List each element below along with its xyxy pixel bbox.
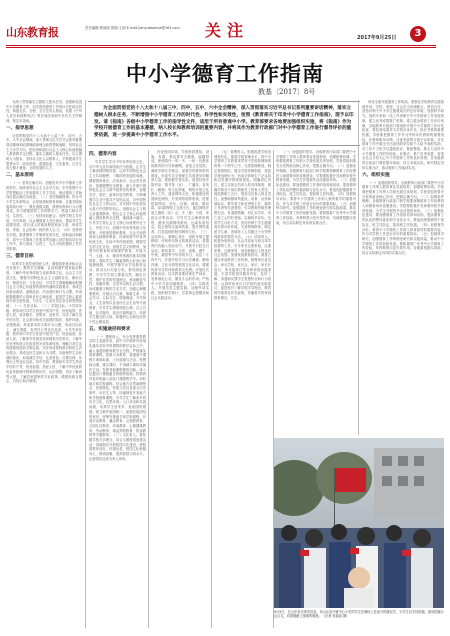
article-summary: 为全面贯彻党的十八大和十八届三中、四中、五中、六中全会精神，深入贯彻落实习近平总书记系列重要讲话精神，落实立德树人根本任务，不断增强中小学德育工作的时代性、科学性和实效性，按照《教育部关于印发中小学德育工作指南》，现予以印发。请《指南》各级中小学德育工作的指导性文件，适用于所有普通中小学。教育部要求各地要加强组织实施，将《指南》作为学校开展德育工作的基本遵循，纳入校长和教师培训的重要内容，并将其作为教育行政部门对中小学德育工作进行督导评价的重要依据，进一步提高中小学德育工作水平。 (88, 101, 360, 146)
text-column-1 (6, 100, 82, 628)
editor-info: 责任编辑:郭丽清 排版:王丽 E-mail:jianyubaohua@163.com (85, 26, 180, 30)
guiding-thought-paragraph: 全面贯彻党的十八大和十八届三中、四中、五中、六中全会精神，深入贯彻习近平总书记系列重要讲话精神和治国理政新理念新思想新战略，坚持社会主义办学方向，把培育和践行社会主义核心价值观融入教育教学全过程，落实立德树人根本任务，以立德树人为根本，坚持以文化人以德育人，不断提高学生思想水平、政治觉悟、道德品质、文化素养，让学生成为德才兼备、全面发展的人才。 (6, 133, 82, 171)
document-number: 教基〔2017〕8号 (258, 88, 316, 96)
flag-ceremony-photo (274, 438, 444, 608)
management-paragraph: （五）管理育人。积极推进学校治理现代化，提高学校管理水平，将中小学德育工作的要求贯穿于学校管理制度的每一个细节之中。完善管理制度。制定校规校纪，健全学校管理制度，规范学校治理行为，形成全体师生广泛认同和自觉遵守的制度规范。明确岗位责任。建立实现全员育人的具体制度，明确学校各个岗位教职员工的育人责任，规范教职工言行，提高全员育人的自觉性。加强师德师风建设。培育、宣传师德标兵、教学骨干和优秀班主任、德育工作者等先进典型，引导教师争做有理想信念、有道德情操、有扎实学识、有仁爱之心的好老师。实施科学评价。完善学生评价方式，营造有利于学生健康成长的评价环境。关爱特殊群体。制定留守儿童、进城务工人员随迁子女等特殊群体的帮扶办法。（六）协同育人。积极争取家庭、社会共同参与和支持学校德育工作，引导家长注重家庭、注重家教、注重家风，营造积极向上的良好社会氛围。加强家庭教育指导。要建立健全家庭教育工作机制，统筹家长委员会、家长学校、家长会、家访、家长开放日、家长接待日等各种家校沟通渠道，丰富学校指导服务内容，及时了解、沟通和反馈学生思想状况和行为表现，认真听取家长对学校的意见和建议，促进家长了解学校办学理念、教育教学改革及有关政策，传播科学的家庭教育理念、方法。 (214, 150, 271, 300)
methods-paragraph: （一）课程育人。充分发挥课堂教学的主渠道作用，将中小学德育内容细化落实到各学科课程的教学目标之中，融入渗透到教育教学全过程。严格落实德育课程。按照义务教育、普通高中课程方案和标准，上好道德与法治、思想政治课，落实课时，不得减少课时或挪作它用。发挥其他课程德育功能，深入挖掘各门课程蕴含的德育资源，将德育内容有机融入到各门课程教学中。用好地方和学校课程。结合地方自然地理特点、民族特色、传统文化以及重大历史事件、历史名人等，因地制宜开发地方和学校德育课程，引导学生了解家乡的历史文化、自然环境、人口状况和发展成就，培养学生爱家乡、爱祖国的感情，树立维护祖国统一、加强民族团结的意识。统筹安排地方和学校课程，开展法治教育、廉洁教育、反邪教教育、文明礼仪教育、环境教育、心理健康教育、劳动教育、毒品预防教育、影视教育等专题教育。（二）文化育人。要依据学校办学理念，结合文明校园创建活动，因地制宜开展校园文化建设，使校园秩序良好、环境优美，校园文化积极向上、格调高雅，提高校园文明水平，让校园处处成为育人场所。 (89, 334, 146, 461)
photo-caption: 9月5日，在山东省日照市莒县，岚山区高兴镇中心小学的学生在操场上参加升国旗仪式，小学生们手持国旗，面向国旗行注目礼，向国旗献上深深的敬意。（记者 郭丽清 摄） (274, 610, 444, 619)
text-column-4 (214, 150, 271, 628)
principles-paragraph: （一）坚持正确方向。加强党对中小学德育工作的领导，始终坚持社会主义办学方向，牢牢把握中小学思想政治工作和德育工作主导权，保证德育工作始终沿着正确方向前进。（二）坚持遵循规律。符合中小学生年龄特点、认知规律和教育规律，注重学段衔接和知行统一，强化道德实践、情感培育和行为习惯养成，努力增强德育工作的吸引力、感染力和针对性、实效性。（三）坚持协同配合。发挥学校主导作用，引导家庭、社会增强育人责任意识，提高对学生道德发展、成长成人的重视程度和参与度，形成学校、家庭、社会协调一致的育人合力。（四）坚持常态开展。推进德育工作制度化常态化，创新途径和载体，将中小学德育工作要求贯穿融入到学校各项日常工作中，努力形成一以贯之、久久为功的德育工作长效机制。 (6, 181, 82, 251)
right-column-paragraph: 形成全面开展德育工作格局。要强化学校教育实践基地作用，学校、家庭、社会应当协调配合，密切合作，营造有利于中小学生健康成长的良好环境。加强科学研究。组织专家和一线工作者研究中小学德育工作发展规律，建立优秀成果推广机制。建立健全德育工作评价机制，各地教育行政部门要组织开展中小学德育工作评估检查，将检查结果作为学校评优评先、校长考核的重要依据。学校要把德育工作作为考核评价教师的重要指标，在教师职务评聘、评优奖励等方面予以体现。对在德育工作中做出突出成绩的单位和个人给予表彰奖励，对工作不力的予以通报批评，督促整改。要大力宣传中小学德育工作的好经验、好做法，推广优秀成果，营造全社会共同关心中小学德育工作的良好氛围。各省级教育行政部门要依据本指南，结合本地实际，研究制定具体实施办法，推动德育工作落到实处。 (362, 100, 444, 170)
column-divider (85, 100, 86, 628)
column-divider (358, 100, 359, 435)
text-column-5 (276, 150, 356, 435)
text-column-3 (151, 150, 209, 628)
heading-content: 四、德育内容 (89, 152, 117, 157)
heading-goals: 三、德育目标 (6, 253, 34, 259)
heading-guiding-thought: 一、指导思想 (6, 125, 34, 131)
news-photo (274, 438, 444, 608)
column-divider (148, 150, 149, 628)
newspaper-logo: 山东教育报 (6, 26, 59, 39)
implementation-paragraph: （一）加强组织领导。各级教育行政部门要把中小学德育工作纳入教育事业发展规划，加强统筹协调。学校要把德育工作纳入学校发展总体规划，学校党组织要充分发挥政治核心作用，把握正确方向。（二）加强条件保障。各级教育行政部门和学校要保障德育工作经费投入和德育场所设施建设。学校要积极开发和利用校外教育资源，为学生开展校外活动提供场所。（三）加强队伍建设。要加强德育工作者的培养和培训，提高德育工作队伍的整体素质和专业化水平。要选优配强德育干部队伍、班主任队伍，提高班主任待遇。（四）加强督导评价。要将中小学德育工作纳入教育督导的重要内容，作为对学校工作进行评价的重要指标。（五）加强科学研究。加强德育工作的理论研究和实践探索，推动中小学德育工作的创新发展。要积极推广优秀中小学德育工作经验，发挥典型示范引领作用。各地要根据本指南，结合实际制定具体的实施办法。 (362, 180, 444, 256)
content-paragraph: 引导学生学习中华优秀传统文化，以中华人民共和国宪法为依据，让学生了解世情国情党情，认同中国特色社会主义共同理想，了解国家发展的成就，增强国家意识、法治意识、社会责任意识。加强理想信念教育，深入开展中国特色社会主义和中国梦宣传教育，加强党史、国史、改革开放史教育，不断增强学生对中国共产党的认同，对中国特色社会主义的认同，对实现中华民族伟大复兴中国梦的信心。加强社会主义核心价值观教育，把社会主义核心价值观融入国民教育全过程，落细落小落实，引导学生将社会主义核心价值观内化于心，外化于行。加强中华优秀传统文化教育，开展家国情怀教育、社会关爱教育和人格修养教育，传承发展中华优秀传统文化，弘扬中华传统美德，增强学生的文化自信。加强生态文明教育，加强节约教育和环境保护教育，开展大气、土地、水、粮食等资源的基本国情教育，帮助学生了解祖国的大好河山和地理地貌，开展节粮节水节电教育活动，推动实行垃圾分类，倡导绿色消费，引导学生树立尊重自然、顺应自然、保护自然的发展理念，养成勤俭节约、低碳环保、自觉劳动的生活习惯，形成健康文明的生活方式。加强心理健康教育，开展认识自我、尊重生命、学会学习、人际交往、情绪调适、升学择业、人生规划以及适应社会生活等方面教育，引导学生增强调控心理、自主自助、应对挫折、适应环境的能力，培养学生健全的人格、积极的心态和良好的个性心理品质。 (89, 160, 146, 324)
heading-implementation: 六、组织实施 (362, 172, 390, 178)
heading-basic-principles: 二、基本原则 (6, 173, 34, 179)
page-header (0, 0, 450, 46)
text-column-6 (362, 100, 444, 435)
heading-methods: 五、实施途径和要求 (89, 326, 131, 332)
section-title: 关注 (205, 21, 250, 40)
page-number-badge: 3 (410, 26, 426, 42)
article-headline: 中小学德育工作指南 (126, 61, 324, 86)
text-column-2 (89, 150, 146, 628)
goals-paragraph: 培养学生爱党爱国爱人民，增强国家意识和社会责任意识，教育学生理解、认同和拥护国家政治制度，了解中华优秀传统文化和革命文化、社会主义先进文化，增强中国特色社会主义道路自信、理论自信、制度自信、文化自信，引导学生准确理解和把握社会主义核心价值观的深刻内涵和实践要求，养成良好政治素质、道德品质、法治意识和行为习惯，形成积极健康的人格和良好心理品质，促进学生核心素养提升和全面发展，为学生一生成长奠定坚实的思想基础。（一）总体目标。（二）学段目标。小学低年级：教育和引导学生热爱中国共产党、热爱祖国、热爱人民，爱亲敬长、爱集体、爱家乡，初步了解生活中的自然、社会常识和有关祖国的知识，保护环境，爱惜资源，养成基本的文明行为习惯，形成自信向上、诚实勇敢、有责任心等良好品质。小学中高年级：教育和引导学生热爱中国共产党、热爱祖国、热爱人民，了解家乡发展变化和国家历史常识，了解中华优秀传统文化和党的光荣革命传统，理解日常生活的道德规范和文明礼貌，初步形成规则意识和民主法治观念，养成良好生活和行为习惯，具备保护生态环境的意识，形成诚实守信、友爱宽容、自尊自律、乐观向上等良好品质。初中学段：教育和引导学生热爱中国共产党、热爱祖国、热爱人民，了解中华民族的优良传统和中国革命的历史，认识国情，初步了解世界大势，了解党和国家的方针政策，增强民族自尊心、自信心和自豪感。 (6, 261, 82, 384)
organization-paragraph: （一）加强组织领导。各级教育行政部门要把中小学德育工作纳入教育事业发展规划，加强统筹协调。学校要把德育工作纳入学校发展总体规划，学校党组织要充分发挥政治核心作用，把握正确方向。（二）加强条件保障。各级教育行政部门和学校要保障德育工作经费投入和德育场所设施建设。学校要积极开发和利用校外教育资源，为学生开展校外活动提供场所。（三）加强队伍建设。要加强德育工作者的培养和培训，提高德育工作队伍的整体素质和专业化水平。要选优配强德育干部队伍、班主任队伍，提高班主任待遇。（四）加强督导评价。要将中小学德育工作纳入教育督导的重要内容，作为对学校工作进行评价的重要指标。（五）加强科学研究。加强德育工作的理论研究和实践探索，推动中小学德育工作的创新发展。要积极推广优秀中小学德育工作经验，发挥典型示范引领作用。各地要根据本指南，结合实际制定具体的实施办法。 (276, 150, 356, 225)
intro-paragraph: 为深入贯彻落实立德树人根本任务，加强和改进中小学德育工作，切实提高德育工作的针对性和实效性，构建全员、全程、全方位育人格局，依据《中华人民共和国教育法》等法律法规和中央有关文件精神，制定本指南。 (6, 100, 82, 123)
culture-paragraph: 优化校园环境。学校校园建筑、设施、布置、景色要安全健康、温馨舒适，使校园内一草一木、一砖一瓦都体现教育的引导和熏陶。营造文化氛围。凝练学校办学理念，加强学风教风校风建设，形成引导全校师生共同进步的精神力量。要根据学校实际，建设好校史陈列室、图书馆（室）、广播站、宣传栏（橱窗）等文化阵地，网络开展文化育人工作。建设网络文化。积极建设校园绿色网络，开发网络德育资源，搭建校园网站、论坛、信箱、博客、微信群、QQ群等网上交流平台，通过网络开展主题班（队）会、冬（夏）令营、家校互动等活动，引导学生合理使用网络，避免沉溺网络游戏，远离有害信息，防止网络沉迷和伤害，提升网络素养，打造清朗的校园网络文化。（三）活动育人。要精心设计、组织开展主题鲜明、体现时代特点的教育活动，将德育内容融入到活动中。开展节日纪念日活动，利用春节、元宵、清明、端午、中秋、重阳等中华传统节日，以及二十四节气，开展介绍节日历史渊源、精神内涵、文化习俗等校园文化活动，增强传统节日的体验感和文化感。开展仪式教育活动，仪式教育要体现庄严神圣，发挥润化心灵、激发斗志的作用。严格中小学升挂国旗制度。（四）实践育人。开展各类主题实践、加强劳动实践、组织研学旅行、学雷锋志愿服务和社会实践活动。 (151, 150, 209, 300)
issue-date: 2017年9月25日 (357, 35, 397, 41)
header-divider-thin (6, 47, 436, 48)
column-divider (211, 150, 212, 628)
